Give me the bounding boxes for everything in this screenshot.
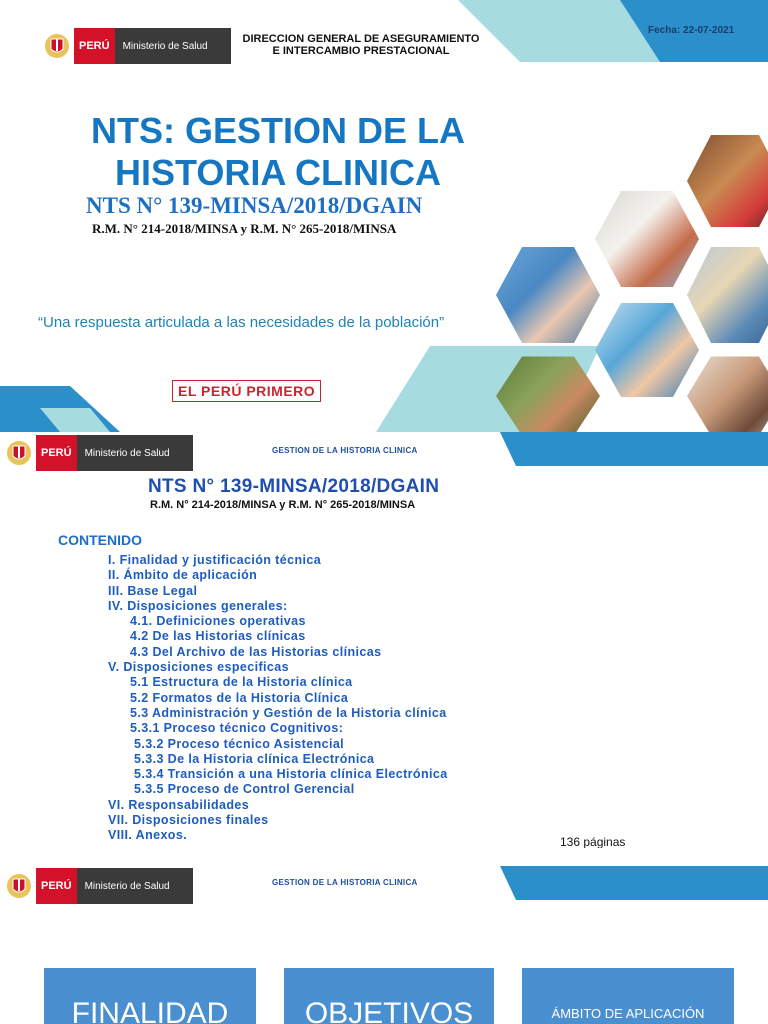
toc-item: VI. Responsabilidades [108, 797, 250, 812]
ambito-card[interactable]: ÁMBITO DE APLICACIÓN [522, 968, 734, 1024]
finalidad-card[interactable]: FINALIDAD [44, 968, 256, 1024]
page-count: 136 páginas [560, 835, 626, 848]
toc-item: I. Finalidad y justificación técnica [108, 553, 322, 567]
section-title: GESTION DE LA HISTORIA CLINICA [272, 878, 418, 887]
page-title [58, 110, 498, 194]
toc-item: 5.3.3 De la Historia clínica Electrónica [134, 751, 375, 766]
toc-item: 5.2 Formatos de la Historia Clínica [130, 690, 349, 705]
toc-item: 4.3 Del Archivo de las Historias clínicas [130, 644, 382, 659]
toc-item: V. Disposiciones especificas [108, 660, 289, 675]
toc-item: IV. Disposiciones generales: [108, 598, 288, 613]
coat-of-arms-icon [2, 435, 36, 471]
ministry-label: Ministerio de Salud [115, 28, 231, 64]
directorate-line-1: DIRECCION GENERAL DE ASEGURAMIENTO [242, 33, 480, 45]
peru-label: PERÚ [74, 28, 115, 64]
coat-of-arms-icon [2, 868, 36, 904]
gov-logo [2, 435, 193, 471]
overview-slide [0, 848, 768, 1024]
objetivos-card[interactable]: OBJETIVOS [284, 968, 494, 1024]
nts-code: NTS N° 139-MINSA/2018/DGAIN [86, 193, 423, 218]
toc-item: VII. Disposiciones finales [108, 813, 269, 828]
coat-of-arms-icon [40, 28, 74, 64]
peru-label: PERÚ [36, 435, 77, 471]
toc-item: 5.3.2 Proceso técnico Asistencial [134, 736, 345, 751]
toc-item: 4.1. Definiciones operativas [130, 614, 306, 629]
contents-slide [0, 432, 768, 848]
toc-item: 5.3.4 Transición a una Historia clínica Electrónica [134, 767, 448, 782]
gov-logo [40, 28, 231, 64]
title-line-2: HISTORIA CLINICA [114, 152, 441, 193]
toc-item: 5.1 Estructura de la Historia clínica [130, 675, 353, 690]
toc-item: 5.3.5 Proceso de Control Gerencial [134, 782, 355, 797]
cover-slide [0, 0, 768, 432]
directorate-header [236, 33, 486, 57]
ministry-label: Ministerio de Salud [77, 868, 193, 904]
toc-item: III. Base Legal [108, 583, 198, 598]
title-line-1: NTS: GESTION DE LA [90, 110, 465, 151]
directorate-line-2: E INTERCAMBIO PRESTACIONAL [272, 45, 450, 57]
section-title: GESTION DE LA HISTORIA CLINICA [272, 446, 418, 455]
toc-item: 5.3 Administración y Gestión de la Historia clínica [130, 705, 447, 720]
toc-item: VIII. Anexos. [108, 828, 188, 843]
contents-heading: CONTENIDO [58, 532, 142, 548]
resolution-reference: R.M. N° 214-2018/MINSA y R.M. N° 265-2018/MINSA [92, 221, 397, 236]
peru-label: PERÚ [36, 868, 77, 904]
gov-logo [2, 868, 193, 904]
date-label: Fecha: 22-07-2021 [648, 25, 735, 36]
toc-item: 4.2 De las Historias clínicas [130, 629, 306, 644]
toc-item: II. Ámbito de aplicación [108, 568, 258, 583]
peru-primero-logo: EL PERÚ PRIMERO [172, 380, 321, 402]
nts-code: NTS N° 139-MINSA/2018/DGAIN [148, 476, 440, 497]
table-of-contents [108, 553, 448, 844]
toc-item: 5.3.1 Proceso técnico Cognitivos: [130, 721, 344, 736]
slogan: “Una respuesta articulada a las necesidades de la población” [38, 314, 445, 331]
ministry-label: Ministerio de Salud [77, 435, 193, 471]
resolution-reference: R.M. N° 214-2018/MINSA y R.M. N° 265-2018/MINSA [150, 499, 416, 511]
